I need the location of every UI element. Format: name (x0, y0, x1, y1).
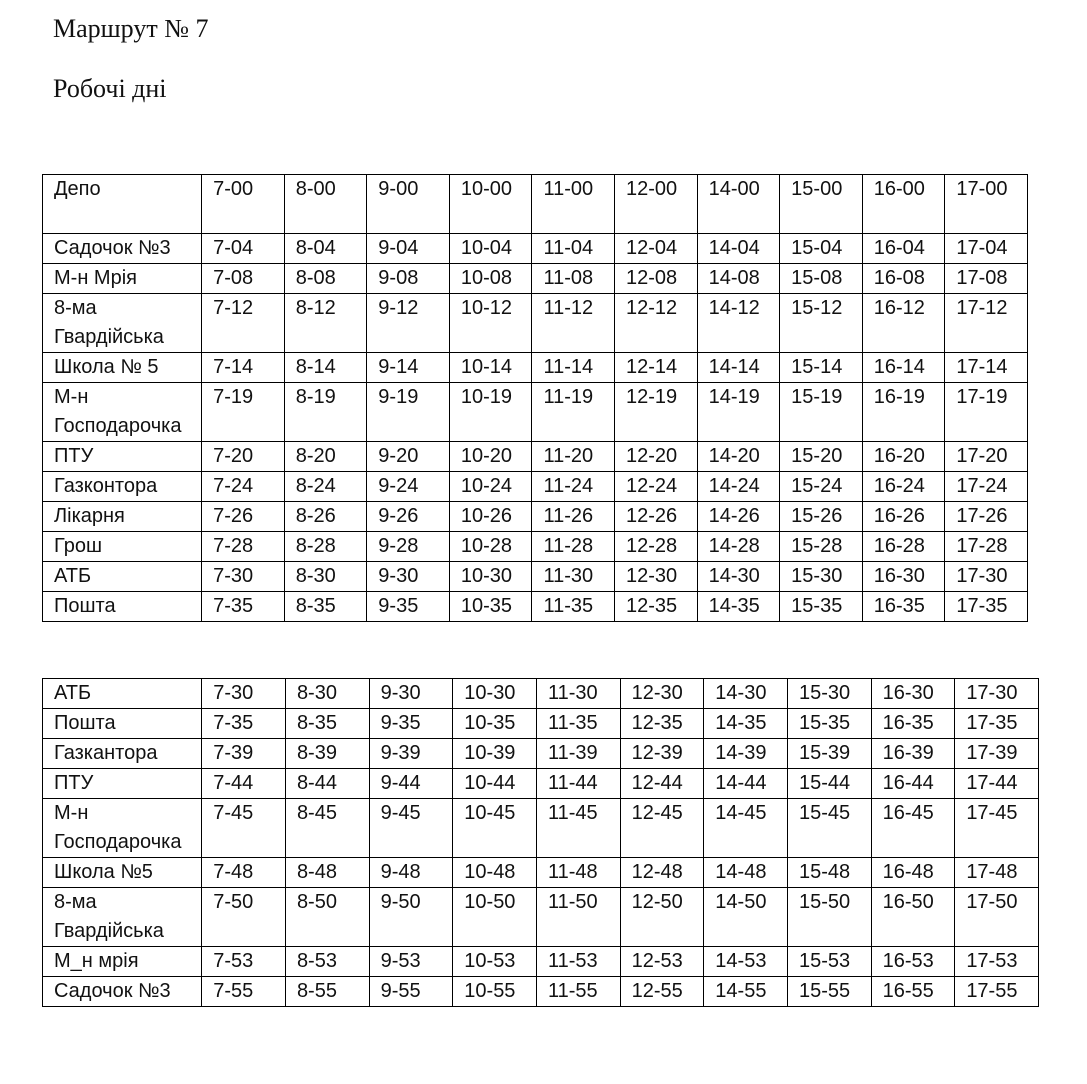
departure-time-cell: 10-26 (449, 502, 532, 532)
stop-name-cell: Газконтора (43, 472, 202, 502)
departure-time-cell: 11-53 (536, 947, 620, 977)
departure-time-cell: 9-48 (369, 858, 453, 888)
departure-time-cell: 7-35 (202, 709, 286, 739)
departure-time-cell: 15-14 (780, 353, 863, 383)
departure-time-cell: 16-39 (871, 739, 955, 769)
outbound-schedule-table (42, 174, 1028, 622)
stop-name-cell: Депо (43, 175, 202, 234)
departure-time-cell: 8-48 (285, 858, 369, 888)
departure-time-cell: 10-30 (449, 562, 532, 592)
departure-time-cell: 7-39 (202, 739, 286, 769)
departure-time-cell: 9-04 (367, 234, 450, 264)
stop-name-cell: 8-ма Гвардійська (43, 888, 202, 947)
departure-time-cell: 16-53 (871, 947, 955, 977)
departure-time-cell: 10-39 (453, 739, 537, 769)
departure-time-cell: 10-35 (453, 709, 537, 739)
departure-time-cell: 11-30 (532, 562, 615, 592)
departure-time-cell: 15-20 (780, 442, 863, 472)
departure-time-cell: 9-39 (369, 739, 453, 769)
departure-time-cell: 10-08 (449, 264, 532, 294)
departure-time-cell: 11-50 (536, 888, 620, 947)
table-row (43, 858, 1039, 888)
departure-time-cell: 17-20 (945, 442, 1028, 472)
departure-time-cell: 8-19 (284, 383, 367, 442)
departure-time-cell: 8-20 (284, 442, 367, 472)
departure-time-cell: 10-50 (453, 888, 537, 947)
departure-time-cell: 17-35 (955, 709, 1039, 739)
departure-time-cell: 8-53 (285, 947, 369, 977)
departure-time-cell: 17-04 (945, 234, 1028, 264)
departure-time-cell: 11-45 (536, 799, 620, 858)
departure-time-cell: 9-14 (367, 353, 450, 383)
departure-time-cell: 9-44 (369, 769, 453, 799)
departure-time-cell: 16-44 (871, 769, 955, 799)
departure-time-cell: 8-50 (285, 888, 369, 947)
stop-name-cell: 8-ма Гвардійська (43, 294, 202, 353)
departure-time-cell: 16-26 (862, 502, 945, 532)
stop-name-cell: Садочок №3 (43, 977, 202, 1007)
stop-name-cell: Школа №5 (43, 858, 202, 888)
departure-time-cell: 10-20 (449, 442, 532, 472)
departure-time-cell: 7-44 (202, 769, 286, 799)
table-row (43, 442, 1028, 472)
departure-time-cell: 17-08 (945, 264, 1028, 294)
table-row (43, 175, 1028, 234)
departure-time-cell: 14-20 (697, 442, 780, 472)
outbound-table-body (43, 175, 1028, 622)
table-row (43, 947, 1039, 977)
departure-time-cell: 10-19 (449, 383, 532, 442)
departure-time-cell: 12-48 (620, 858, 704, 888)
departure-time-cell: 12-45 (620, 799, 704, 858)
table-row (43, 977, 1039, 1007)
departure-time-cell: 11-28 (532, 532, 615, 562)
departure-time-cell: 14-19 (697, 383, 780, 442)
departure-time-cell: 7-55 (202, 977, 286, 1007)
departure-time-cell: 11-30 (536, 679, 620, 709)
departure-time-cell: 16-48 (871, 858, 955, 888)
departure-time-cell: 9-50 (369, 888, 453, 947)
departure-time-cell: 15-53 (787, 947, 871, 977)
departure-time-cell: 16-12 (862, 294, 945, 353)
departure-time-cell: 14-04 (697, 234, 780, 264)
departure-time-cell: 15-48 (787, 858, 871, 888)
stop-name-cell: Пошта (43, 592, 202, 622)
stop-name-cell: ПТУ (43, 769, 202, 799)
departure-time-cell: 10-35 (449, 592, 532, 622)
departure-time-cell: 7-19 (202, 383, 285, 442)
departure-time-cell: 8-30 (285, 679, 369, 709)
stop-name-cell: АТБ (43, 562, 202, 592)
departure-time-cell: 12-30 (620, 679, 704, 709)
departure-time-cell: 17-30 (945, 562, 1028, 592)
departure-time-cell: 9-45 (369, 799, 453, 858)
departure-time-cell: 16-45 (871, 799, 955, 858)
departure-time-cell: 15-35 (780, 592, 863, 622)
departure-time-cell: 17-44 (955, 769, 1039, 799)
departure-time-cell: 7-00 (202, 175, 285, 234)
departure-time-cell: 12-44 (620, 769, 704, 799)
departure-time-cell: 16-00 (862, 175, 945, 234)
stop-name-cell: М_н мрія (43, 947, 202, 977)
departure-time-cell: 14-30 (704, 679, 788, 709)
table-row (43, 769, 1039, 799)
departure-time-cell: 9-08 (367, 264, 450, 294)
departure-time-cell: 17-55 (955, 977, 1039, 1007)
departure-time-cell: 8-00 (284, 175, 367, 234)
departure-time-cell: 7-28 (202, 532, 285, 562)
departure-time-cell: 12-50 (620, 888, 704, 947)
departure-time-cell: 15-30 (780, 562, 863, 592)
departure-time-cell: 9-28 (367, 532, 450, 562)
departure-time-cell: 9-24 (367, 472, 450, 502)
departure-time-cell: 10-48 (453, 858, 537, 888)
departure-time-cell: 9-12 (367, 294, 450, 353)
stop-name-cell: Лікарня (43, 502, 202, 532)
departure-time-cell: 9-35 (369, 709, 453, 739)
departure-time-cell: 14-26 (697, 502, 780, 532)
departure-time-cell: 14-53 (704, 947, 788, 977)
departure-time-cell: 10-53 (453, 947, 537, 977)
departure-time-cell: 8-24 (284, 472, 367, 502)
table-row (43, 234, 1028, 264)
stop-name-cell: Грош (43, 532, 202, 562)
departure-time-cell: 10-28 (449, 532, 532, 562)
departure-time-cell: 7-14 (202, 353, 285, 383)
departure-time-cell: 17-35 (945, 592, 1028, 622)
departure-time-cell: 15-04 (780, 234, 863, 264)
departure-time-cell: 16-24 (862, 472, 945, 502)
departure-time-cell: 10-45 (453, 799, 537, 858)
departure-time-cell: 16-30 (862, 562, 945, 592)
departure-time-cell: 16-50 (871, 888, 955, 947)
departure-time-cell: 11-35 (532, 592, 615, 622)
departure-time-cell: 15-30 (787, 679, 871, 709)
departure-time-cell: 17-45 (955, 799, 1039, 858)
departure-time-cell: 9-00 (367, 175, 450, 234)
departure-time-cell: 14-28 (697, 532, 780, 562)
departure-time-cell: 9-55 (369, 977, 453, 1007)
stop-name-cell: Пошта (43, 709, 202, 739)
departure-time-cell: 12-20 (615, 442, 698, 472)
departure-time-cell: 8-45 (285, 799, 369, 858)
departure-time-cell: 17-48 (955, 858, 1039, 888)
departure-time-cell: 15-44 (787, 769, 871, 799)
departure-time-cell: 17-00 (945, 175, 1028, 234)
departure-time-cell: 7-48 (202, 858, 286, 888)
departure-time-cell: 17-14 (945, 353, 1028, 383)
departure-time-cell: 12-04 (615, 234, 698, 264)
stop-name-cell: Школа № 5 (43, 353, 202, 383)
table-row (43, 353, 1028, 383)
departure-time-cell: 8-04 (284, 234, 367, 264)
departure-time-cell: 10-24 (449, 472, 532, 502)
departure-time-cell: 17-53 (955, 947, 1039, 977)
departure-time-cell: 14-35 (697, 592, 780, 622)
departure-time-cell: 12-35 (615, 592, 698, 622)
departure-time-cell: 16-55 (871, 977, 955, 1007)
departure-time-cell: 9-35 (367, 592, 450, 622)
departure-time-cell: 11-12 (532, 294, 615, 353)
departure-time-cell: 7-26 (202, 502, 285, 532)
departure-time-cell: 17-24 (945, 472, 1028, 502)
departure-time-cell: 12-14 (615, 353, 698, 383)
departure-time-cell: 7-50 (202, 888, 286, 947)
stop-name-cell: ПТУ (43, 442, 202, 472)
day-type-heading: Робочі дні (53, 74, 167, 103)
departure-time-cell: 14-45 (704, 799, 788, 858)
stop-name-cell: Газкантора (43, 739, 202, 769)
table-row (43, 383, 1028, 442)
departure-time-cell: 16-30 (871, 679, 955, 709)
departure-time-cell: 12-12 (615, 294, 698, 353)
departure-time-cell: 14-08 (697, 264, 780, 294)
stop-name-cell: Садочок №3 (43, 234, 202, 264)
table-row (43, 739, 1039, 769)
departure-time-cell: 14-12 (697, 294, 780, 353)
stop-name-cell: М-н Господарочка (43, 383, 202, 442)
departure-time-cell: 10-04 (449, 234, 532, 264)
departure-time-cell: 8-08 (284, 264, 367, 294)
departure-time-cell: 15-28 (780, 532, 863, 562)
departure-time-cell: 9-26 (367, 502, 450, 532)
table-row (43, 472, 1028, 502)
departure-time-cell: 15-26 (780, 502, 863, 532)
departure-time-cell: 11-26 (532, 502, 615, 532)
departure-time-cell: 11-48 (536, 858, 620, 888)
stop-name-cell: АТБ (43, 679, 202, 709)
departure-time-cell: 15-08 (780, 264, 863, 294)
departure-time-cell: 15-45 (787, 799, 871, 858)
departure-time-cell: 17-50 (955, 888, 1039, 947)
departure-time-cell: 9-30 (367, 562, 450, 592)
departure-time-cell: 16-35 (871, 709, 955, 739)
stop-name-cell: М-н Господарочка (43, 799, 202, 858)
departure-time-cell: 16-19 (862, 383, 945, 442)
departure-time-cell: 11-44 (536, 769, 620, 799)
departure-time-cell: 11-00 (532, 175, 615, 234)
departure-time-cell: 7-30 (202, 679, 286, 709)
departure-time-cell: 12-39 (620, 739, 704, 769)
departure-time-cell: 7-30 (202, 562, 285, 592)
departure-time-cell: 8-35 (284, 592, 367, 622)
departure-time-cell: 9-19 (367, 383, 450, 442)
table-row (43, 679, 1039, 709)
departure-time-cell: 9-20 (367, 442, 450, 472)
departure-time-cell: 11-08 (532, 264, 615, 294)
departure-time-cell: 7-35 (202, 592, 285, 622)
table-row (43, 888, 1039, 947)
departure-time-cell: 15-35 (787, 709, 871, 739)
departure-time-cell: 12-30 (615, 562, 698, 592)
departure-time-cell: 11-20 (532, 442, 615, 472)
departure-time-cell: 14-00 (697, 175, 780, 234)
departure-time-cell: 8-28 (284, 532, 367, 562)
departure-time-cell: 16-08 (862, 264, 945, 294)
departure-time-cell: 7-04 (202, 234, 285, 264)
departure-time-cell: 11-04 (532, 234, 615, 264)
table-row (43, 502, 1028, 532)
stop-name-cell: М-н Мрія (43, 264, 202, 294)
departure-time-cell: 8-55 (285, 977, 369, 1007)
departure-time-cell: 12-53 (620, 947, 704, 977)
departure-time-cell: 14-48 (704, 858, 788, 888)
departure-time-cell: 17-39 (955, 739, 1039, 769)
departure-time-cell: 14-35 (704, 709, 788, 739)
departure-time-cell: 14-44 (704, 769, 788, 799)
departure-time-cell: 8-44 (285, 769, 369, 799)
table-row (43, 532, 1028, 562)
departure-time-cell: 16-20 (862, 442, 945, 472)
departure-time-cell: 7-08 (202, 264, 285, 294)
departure-time-cell: 7-53 (202, 947, 286, 977)
departure-time-cell: 7-24 (202, 472, 285, 502)
departure-time-cell: 17-28 (945, 532, 1028, 562)
table-row (43, 264, 1028, 294)
departure-time-cell: 12-35 (620, 709, 704, 739)
departure-time-cell: 10-14 (449, 353, 532, 383)
departure-time-cell: 12-28 (615, 532, 698, 562)
departure-time-cell: 10-00 (449, 175, 532, 234)
table-row (43, 709, 1039, 739)
departure-time-cell: 15-12 (780, 294, 863, 353)
departure-time-cell: 14-30 (697, 562, 780, 592)
departure-time-cell: 16-35 (862, 592, 945, 622)
table-row (43, 799, 1039, 858)
departure-time-cell: 12-00 (615, 175, 698, 234)
departure-time-cell: 8-30 (284, 562, 367, 592)
departure-time-cell: 12-19 (615, 383, 698, 442)
departure-time-cell: 8-12 (284, 294, 367, 353)
departure-time-cell: 14-55 (704, 977, 788, 1007)
departure-time-cell: 8-35 (285, 709, 369, 739)
departure-time-cell: 15-24 (780, 472, 863, 502)
departure-time-cell: 10-44 (453, 769, 537, 799)
departure-time-cell: 10-55 (453, 977, 537, 1007)
departure-time-cell: 15-19 (780, 383, 863, 442)
departure-time-cell: 12-24 (615, 472, 698, 502)
departure-time-cell: 17-12 (945, 294, 1028, 353)
table-row (43, 592, 1028, 622)
return-schedule-table (42, 678, 1039, 1007)
departure-time-cell: 16-04 (862, 234, 945, 264)
departure-time-cell: 11-39 (536, 739, 620, 769)
departure-time-cell: 7-20 (202, 442, 285, 472)
departure-time-cell: 12-55 (620, 977, 704, 1007)
departure-time-cell: 11-24 (532, 472, 615, 502)
departure-time-cell: 17-19 (945, 383, 1028, 442)
departure-time-cell: 17-30 (955, 679, 1039, 709)
departure-time-cell: 8-39 (285, 739, 369, 769)
departure-time-cell: 17-26 (945, 502, 1028, 532)
departure-time-cell: 14-50 (704, 888, 788, 947)
departure-time-cell: 8-26 (284, 502, 367, 532)
departure-time-cell: 11-35 (536, 709, 620, 739)
departure-time-cell: 15-55 (787, 977, 871, 1007)
departure-time-cell: 14-39 (704, 739, 788, 769)
departure-time-cell: 11-19 (532, 383, 615, 442)
departure-time-cell: 8-14 (284, 353, 367, 383)
departure-time-cell: 15-50 (787, 888, 871, 947)
departure-time-cell: 9-53 (369, 947, 453, 977)
route-title: Маршрут № 7 (53, 14, 209, 43)
departure-time-cell: 15-00 (780, 175, 863, 234)
departure-time-cell: 12-26 (615, 502, 698, 532)
departure-time-cell: 7-12 (202, 294, 285, 353)
departure-time-cell: 7-45 (202, 799, 286, 858)
departure-time-cell: 11-55 (536, 977, 620, 1007)
departure-time-cell: 10-12 (449, 294, 532, 353)
departure-time-cell: 16-14 (862, 353, 945, 383)
table-row (43, 562, 1028, 592)
departure-time-cell: 9-30 (369, 679, 453, 709)
departure-time-cell: 14-14 (697, 353, 780, 383)
departure-time-cell: 12-08 (615, 264, 698, 294)
departure-time-cell: 10-30 (453, 679, 537, 709)
departure-time-cell: 15-39 (787, 739, 871, 769)
return-table-body (43, 679, 1039, 1007)
table-row (43, 294, 1028, 353)
departure-time-cell: 14-24 (697, 472, 780, 502)
departure-time-cell: 11-14 (532, 353, 615, 383)
departure-time-cell: 16-28 (862, 532, 945, 562)
